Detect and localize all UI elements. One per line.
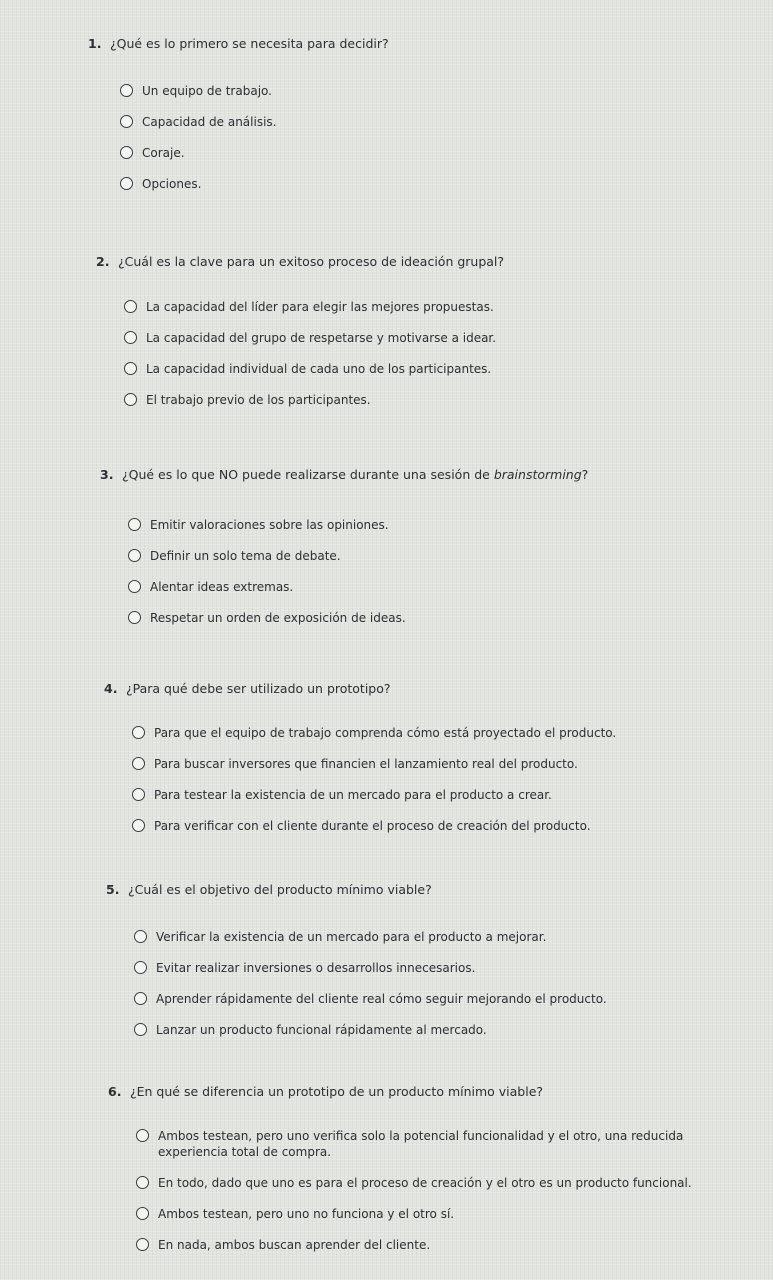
option-label: Aprender rápidamente del cliente real cómo seguir mejorando el producto. <box>156 992 607 1006</box>
radio-button[interactable] <box>136 1207 149 1220</box>
options-list <box>124 299 753 408</box>
option-label: Para buscar inversores que financien el lanzamiento real del producto. <box>154 757 578 771</box>
question-header <box>88 36 753 52</box>
question-1 <box>88 36 753 207</box>
option-label: Opciones. <box>142 177 202 191</box>
option-4d[interactable] <box>132 818 753 834</box>
option-1d[interactable] <box>120 176 753 192</box>
option-label: Capacidad de análisis. <box>142 115 277 129</box>
question-3 <box>100 467 753 641</box>
radio-button[interactable] <box>124 331 137 344</box>
options-list <box>120 83 753 192</box>
radio-button[interactable] <box>136 1176 149 1189</box>
radio-button[interactable] <box>134 930 147 943</box>
options-list <box>136 1128 753 1253</box>
radio-button[interactable] <box>124 393 137 406</box>
question-4 <box>104 681 753 849</box>
option-label: Para verificar con el cliente durante el proceso de creación del producto. <box>154 819 591 833</box>
option-label: Evitar realizar inversiones o desarrollos innecesarios. <box>156 961 476 975</box>
question-text <box>122 467 753 483</box>
radio-button[interactable] <box>136 1238 149 1251</box>
radio-button[interactable] <box>128 580 141 593</box>
radio-button[interactable] <box>136 1129 149 1142</box>
option-label: La capacidad del líder para elegir las mejores propuestas. <box>146 300 494 314</box>
option-2c[interactable] <box>124 361 753 377</box>
question-header <box>106 882 753 898</box>
option-label: El trabajo previo de los participantes. <box>146 393 371 407</box>
question-number: 4. <box>104 681 118 696</box>
options-list <box>128 517 753 626</box>
radio-button[interactable] <box>132 757 145 770</box>
option-3c[interactable] <box>128 579 753 595</box>
option-5d[interactable] <box>134 1022 753 1038</box>
question-number: 1. <box>88 36 102 51</box>
question-text: ¿Qué es lo primero se necesita para decidir? <box>110 36 389 51</box>
option-4b[interactable] <box>132 756 753 772</box>
option-6b[interactable] <box>136 1175 753 1191</box>
question-header <box>96 254 753 270</box>
option-label: Respetar un orden de exposición de ideas. <box>150 611 406 625</box>
option-label: La capacidad individual de cada uno de los participantes. <box>146 362 492 376</box>
question-number: 6. <box>108 1084 122 1099</box>
question-header <box>108 1084 753 1100</box>
option-label: En todo, dado que uno es para el proceso de creación y el otro es un producto funcional. <box>158 1176 692 1190</box>
option-6d[interactable] <box>136 1237 753 1253</box>
radio-button[interactable] <box>134 1023 147 1036</box>
question-number: 3. <box>100 467 114 482</box>
question-header <box>104 681 753 697</box>
option-2a[interactable] <box>124 299 753 315</box>
option-label: La capacidad del grupo de respetarse y motivarse a idear. <box>146 331 497 345</box>
question-text: ¿Cuál es la clave para un exitoso proceso de ideación grupal? <box>118 254 505 269</box>
option-5c[interactable] <box>134 991 753 1007</box>
option-label: Alentar ideas extremas. <box>150 580 294 594</box>
radio-button[interactable] <box>132 788 145 801</box>
options-list <box>134 929 753 1038</box>
question-text-start: ¿Qué es lo que NO puede realizarse durante una sesión de <box>122 467 494 482</box>
radio-button[interactable] <box>120 177 133 190</box>
question-text: ¿Cuál es el objetivo del producto mínimo viable? <box>128 882 432 897</box>
option-label: Emitir valoraciones sobre las opiniones. <box>150 518 389 532</box>
option-1b[interactable] <box>120 114 753 130</box>
option-2b[interactable] <box>124 330 753 346</box>
question-number: 5. <box>106 882 120 897</box>
option-5a[interactable] <box>134 929 753 945</box>
option-label: Lanzar un producto funcional rápidamente al mercado. <box>156 1023 487 1037</box>
question-header <box>100 467 753 483</box>
radio-button[interactable] <box>134 992 147 1005</box>
radio-button[interactable] <box>132 819 145 832</box>
option-4a[interactable] <box>132 725 753 741</box>
radio-button[interactable] <box>132 726 145 739</box>
question-6 <box>108 1084 753 1268</box>
option-label: Ambos testean, pero uno no funciona y el otro sí. <box>158 1207 455 1221</box>
radio-button[interactable] <box>128 611 141 624</box>
option-6c[interactable] <box>136 1206 753 1222</box>
option-label: Definir un solo tema de debate. <box>150 549 341 563</box>
question-text: ¿Para qué debe ser utilizado un prototipo? <box>126 681 391 696</box>
option-3b[interactable] <box>128 548 753 564</box>
option-label: Coraje. <box>142 146 185 160</box>
option-2d[interactable] <box>124 392 753 408</box>
radio-button[interactable] <box>124 300 137 313</box>
option-3d[interactable] <box>128 610 753 626</box>
option-label: Verificar la existencia de un mercado para el producto a mejorar. <box>156 930 547 944</box>
question-text-emphasis: brainstorming <box>493 467 582 482</box>
radio-button[interactable] <box>124 362 137 375</box>
radio-button[interactable] <box>120 146 133 159</box>
option-3a[interactable] <box>128 517 753 533</box>
option-label: Para que el equipo de trabajo comprenda cómo está proyectado el producto. <box>154 726 617 740</box>
option-label: Un equipo de trabajo. <box>142 84 272 98</box>
option-label: Para testear la existencia de un mercado para el producto a crear. <box>154 788 552 802</box>
option-6a[interactable] <box>136 1128 753 1160</box>
radio-button[interactable] <box>128 518 141 531</box>
question-number: 2. <box>96 254 110 269</box>
options-list <box>132 725 753 834</box>
question-5 <box>106 882 753 1053</box>
radio-button[interactable] <box>128 549 141 562</box>
option-1a[interactable] <box>120 83 753 99</box>
option-4c[interactable] <box>132 787 753 803</box>
question-text: ¿En qué se diferencia un prototipo de un producto mínimo viable? <box>130 1084 544 1099</box>
radio-button[interactable] <box>134 961 147 974</box>
radio-button[interactable] <box>120 84 133 97</box>
option-1c[interactable] <box>120 145 753 161</box>
option-label: Ambos testean, pero uno verifica solo la potencial funcionalidad y el otro, una reducida experiencia total de compra. <box>158 1129 684 1159</box>
option-label: En nada, ambos buscan aprender del cliente. <box>158 1238 431 1252</box>
radio-button[interactable] <box>120 115 133 128</box>
question-2 <box>96 254 753 423</box>
question-text-end: ? <box>581 467 589 482</box>
option-5b[interactable] <box>134 960 753 976</box>
